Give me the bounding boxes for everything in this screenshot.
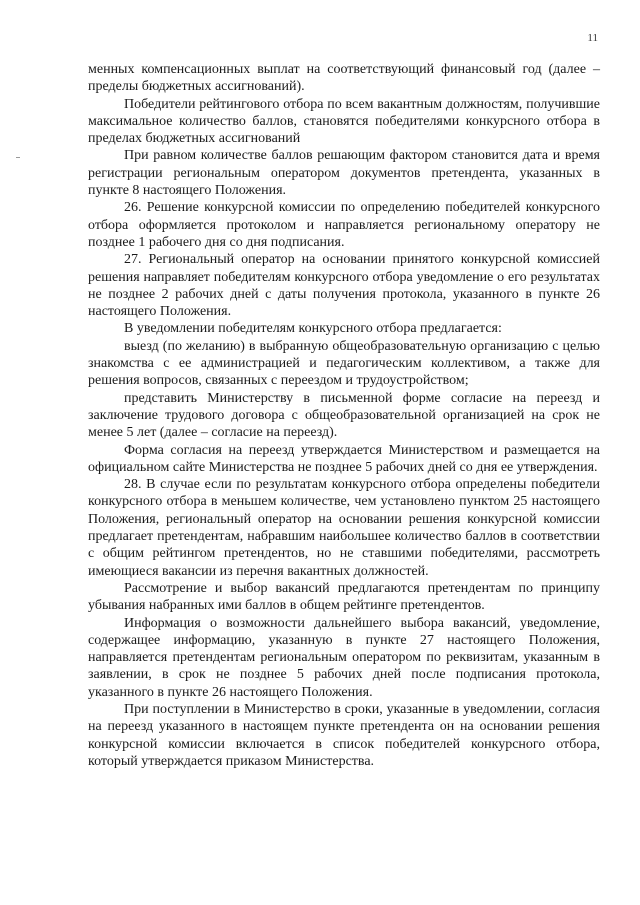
page-number: 11 [587, 32, 598, 44]
paragraph-notification-intro: В уведомлении победителям конкурсного отбора предлагается: [124, 321, 502, 337]
paragraph-inclusion: При поступлении в Министерство в сроки, указанные в уведомлении, согласия на переезд указанного в настоящем пункте претендента он на основании решения конкурсной комиссии включается в список победителей конкурсного отбора, который утверждается приказом Министерства. [88, 701, 600, 769]
paragraph-winners: Победители рейтингового отбора по всем вакантным должностям, получившие максимальное количество баллов, становятся победителями конкурсного отбора в пределах бюджетных ассигнований [88, 96, 600, 147]
paragraph-selection-order: Рассмотрение и выбор вакансий предлагаются претендентам по принципу убывания набранных ими баллов в общем рейтинге претендентов. [88, 580, 600, 614]
paragraph-consent: представить Министерству в письменной форме согласие на переезд и заключение трудового договора с общеобразовательной организацией на срок не менее 5 лет (далее – согласие на переезд). [88, 390, 600, 441]
paragraph-28: 28. В случае если по результатам конкурсного отбора определены победители конкурсного отбора в меньшем количестве, чем установлено пунктом 25 настоящего Положения, региональный оператор на основании решения конкурсной комиссии предлагает претендентам, набравшим наибольшее количество баллов в соответствии с общим рейтингом претендентов, но не ставшими победителями, рассмотреть имеющиеся вакансии из перечня вакантных должностей. [88, 477, 600, 579]
margin-mark [16, 157, 20, 158]
paragraph-continuation: менных компенсационных выплат на соответствующий финансовый год (далее – пределы бюджетных ассигнований). [88, 62, 600, 95]
paragraph-tie-break: При равном количестве баллов решающим фактором становится дата и время регистрации региональным оператором документов претендента, указанных в пункте 8 настоящего Положения. [88, 148, 600, 199]
paragraph-27: 27. Региональный оператор на основании принятого конкурсной комиссией решения направляет победителям конкурсного отбора уведомление о его результатах не позднее 2 рабочих дней с даты получения протокола, указанного в пункте 26 настоящего Положения. [88, 252, 600, 320]
paragraph-26: 26. Решение конкурсной комиссии по определению победителей конкурсного отбора оформляется протоколом и направляется региональному оператору не позднее 1 рабочего дня со дня подписания. [88, 200, 600, 250]
paragraph-consent-form: Форма согласия на переезд утверждается Министерством и размещается на официальном сайте Министерства не позднее 5 рабочих дней со дня ее утверждения. [88, 442, 600, 475]
document-body [88, 61, 600, 770]
paragraph-further-selection: Информация о возможности дальнейшего выбора вакансий, уведомление, содержащее информацию, указанную в пункте 27 настоящего Положения, направляется претендентам региональным оператором по реквизитам, указанным в заявлении, в срок не позднее 5 рабочих дней после подписания протокола, указанного в пункте 26 настоящего Положения. [88, 615, 600, 700]
paragraph-visit-option: выезд (по желанию) в выбранную общеобразовательную организацию с целью знакомства с ее администрацией и педагогическим коллективом, а также для решения вопросов, связанных с переездом и трудоустройством; [88, 338, 600, 389]
